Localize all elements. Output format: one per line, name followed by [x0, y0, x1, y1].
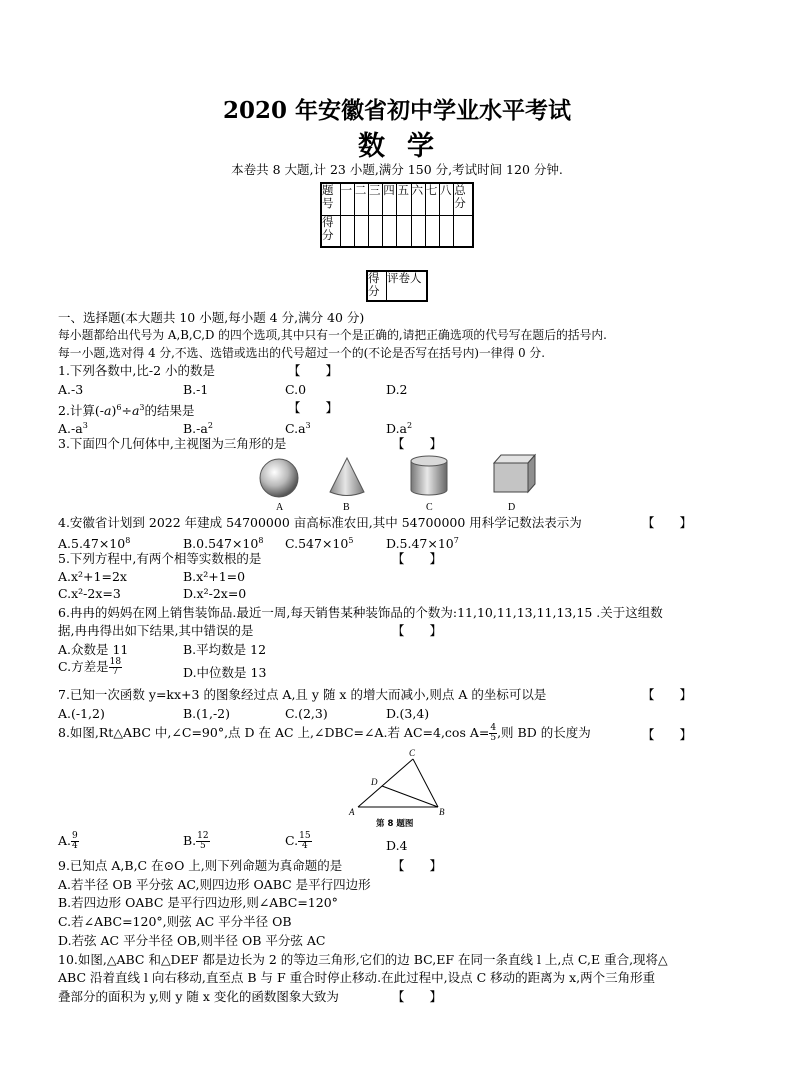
answer-bracket[interactable]: 【 】 [642, 727, 693, 742]
exp: 5 [348, 536, 354, 545]
option-d[interactable] [386, 418, 412, 437]
answer-bracket[interactable]: 【 】 [642, 515, 693, 530]
answer-bracket[interactable]: 【 】 [288, 363, 339, 378]
question-stem: 7.已知一次函数 y=kx+3 的图象经过点 A,且 y 随 x 的增大而减小,则点 A 的坐标可以是 [58, 687, 547, 702]
score-cell[interactable] [454, 215, 473, 247]
score-table-header: 五 [397, 183, 411, 215]
section-heading: 一、选择题(本大题共 10 小题,每小题 4 分,满分 40 分) [58, 310, 365, 325]
vertex-label-c: C [409, 748, 416, 758]
fraction-numerator: 18 [109, 657, 122, 667]
q8-stem-part: ,则 BD 的长度为 [497, 725, 591, 740]
subject-title: 数学 [358, 131, 456, 162]
option-c[interactable] [285, 418, 311, 437]
section-instructions: 每一小题,选对得 4 分,不选、选错或选出的代号超过一个的(不论是否写在括号内)一律得 0 分. [58, 346, 545, 360]
fraction [298, 832, 311, 851]
option-d[interactable] [386, 533, 459, 552]
score-table-header: 二 [354, 183, 368, 215]
fraction-denominator: 4 [72, 841, 78, 851]
option-d[interactable]: D.(3,4) [386, 706, 430, 721]
option-d[interactable]: D.若弦 AC 平分半径 OB,则半径 OB 平分弦 AC [58, 933, 326, 948]
vertex-label-d: D [371, 777, 378, 787]
question-stem: 1.下列各数中,比-2 小的数是 [58, 363, 216, 378]
score-cell[interactable] [383, 215, 397, 247]
option-a[interactable] [58, 533, 130, 552]
option-b[interactable]: B.x²+1=0 [183, 569, 246, 584]
exp: 2 [207, 421, 213, 430]
option-d[interactable]: D.x²-2x=0 [183, 586, 247, 601]
option-b-text: B.0.547×10 [183, 536, 259, 552]
option-a[interactable]: A.众数是 11 [58, 642, 129, 657]
sphere-solid [260, 459, 298, 497]
exam-intro: 本卷共 8 大题,计 23 小题,满分 150 分,考试时间 120 分钟. [231, 162, 563, 177]
option-c[interactable]: C.0 [285, 382, 307, 397]
option-c-text: C.a [285, 421, 306, 437]
q2-exp: 3 [139, 403, 145, 412]
q2-stem-part: 的结果是 [144, 403, 195, 419]
figure-caption: 第 8 题图 [376, 819, 414, 829]
fraction [196, 832, 209, 851]
score-cell[interactable] [440, 215, 454, 247]
solid-label-a: A [276, 502, 284, 513]
score-table-header: 总分 [454, 183, 473, 215]
option-d[interactable]: D.中位数是 13 [183, 665, 267, 680]
fraction-numerator: 12 [197, 831, 209, 841]
score-cell[interactable] [397, 215, 411, 247]
q2-stem-part: ÷ [121, 403, 132, 419]
option-c[interactable] [285, 533, 353, 552]
option-c[interactable] [58, 658, 122, 677]
question-stem: 9.已知点 A,B,C 在⊙O 上,则下列命题为真命题的是 [58, 858, 343, 873]
option-c[interactable]: C.(2,3) [285, 706, 328, 721]
option-a[interactable]: A.-3 [58, 382, 84, 397]
question-stem: 10.如图,△ABC 和△DEF 都是边长为 2 的等边三角形,它们的边 BC,EF 在同一条直线 l 上,点 C,E 重合,现将△ [58, 952, 668, 967]
q2-stem-part: ) [111, 403, 117, 419]
score-cell[interactable] [425, 215, 439, 247]
score-table-row-label: 得分 [321, 215, 340, 247]
score-table-header: 七 [425, 183, 439, 215]
option-c[interactable]: C.若∠ABC=120°,则弦 AC 平分半径 OB [58, 914, 292, 929]
q2-var: a [131, 403, 140, 419]
score-table [320, 182, 474, 248]
q2-exp: 6 [116, 403, 122, 412]
question-stem: 6.冉冉的妈妈在网上销售装饰品.最近一周,每天销售某种装饰品的个数为:11,10,11,13,11,13,15 .关于这组数 [58, 605, 663, 620]
cone-solid [330, 458, 364, 496]
answer-bracket[interactable]: 【 】 [288, 400, 339, 415]
score-table-header: 三 [369, 183, 383, 215]
side-ac [358, 759, 413, 807]
exp: 8 [258, 536, 264, 545]
exp: 8 [125, 536, 131, 545]
fraction-denominator: 4 [301, 841, 308, 851]
fraction-denominator: 7 [112, 667, 119, 677]
option-c-text: C.方差是 [58, 659, 109, 674]
solid-label-b: B [343, 502, 350, 513]
exp: 3 [305, 421, 311, 430]
question-stem: 据,冉冉得出如下结果,其中错误的是 [58, 623, 254, 638]
question-stem: ABC 沿着直线 l 向右移动,直至点 B 与 F 重合时停止移动.在此过程中,设点 C 移动的距离为 x,两个三角形重 [58, 970, 656, 985]
option-b[interactable]: B.平均数是 12 [183, 642, 267, 657]
vertex-label-b: B [439, 807, 445, 817]
option-b[interactable]: B.(1,-2) [183, 706, 231, 721]
answer-bracket[interactable]: 【 】 [392, 623, 443, 638]
option-d-text: D.5.47×10 [386, 536, 454, 552]
option-c[interactable]: C. $\frac{15}{4}$ [285, 831, 311, 851]
question-stem: 3.下面四个几何体中,主视图为三角形的是 [58, 436, 287, 451]
q8-triangle-figure [340, 744, 460, 832]
option-c[interactable]: C.x²-2x=3 [58, 586, 121, 601]
solid-label-d: D [508, 502, 516, 513]
option-a[interactable] [58, 418, 88, 437]
score-table-header: 一 [340, 183, 354, 215]
answer-bracket[interactable]: 【 】 [392, 989, 443, 1004]
option-b[interactable] [183, 533, 263, 552]
answer-bracket[interactable]: 【 】 [642, 687, 693, 702]
q2-var: a [104, 403, 112, 419]
option-a[interactable]: A. $\frac{9}{4}$ [58, 831, 78, 851]
grader-name-label: 评卷人 [387, 271, 428, 301]
option-b[interactable] [183, 418, 213, 437]
grader-box [366, 270, 428, 302]
q3-solids-figure [250, 452, 540, 514]
fraction-numerator: 15 [299, 831, 311, 841]
score-table-header: 八 [440, 183, 454, 215]
question-stem [58, 400, 195, 419]
fraction-denominator: 5 [490, 733, 497, 743]
option-a[interactable]: A.(-1,2) [58, 706, 105, 721]
cube-solid [494, 455, 535, 492]
option-a[interactable]: A.x²+1=2x [58, 569, 127, 584]
side-cb [413, 759, 438, 807]
fraction [71, 832, 79, 851]
cylinder-solid [411, 456, 447, 495]
score-cell[interactable] [340, 215, 354, 247]
option-d-text: D.a [386, 421, 408, 437]
score-cell[interactable] [411, 215, 425, 247]
option-d[interactable]: D.4 [386, 838, 408, 853]
exp: 7 [453, 536, 459, 545]
fraction-numerator: 9 [72, 831, 78, 841]
score-cell[interactable] [369, 215, 383, 247]
question-stem [58, 724, 591, 743]
option-b[interactable]: B.若四边形 OABC 是平行四边形,则∠ABC=120° [58, 895, 338, 910]
question-stem: 5.下列方程中,有两个相等实数根的是 [58, 551, 262, 566]
fraction [109, 658, 122, 677]
fraction-numerator: 4 [490, 723, 497, 733]
exp: 3 [82, 421, 88, 430]
score-table-header: 六 [411, 183, 425, 215]
vertex-label-a: A [349, 807, 355, 817]
option-b[interactable]: B. $\frac{12}{5}$ [183, 831, 209, 851]
solid-label-c: C [426, 502, 433, 513]
grader-score-label: 得分 [367, 271, 387, 301]
answer-bracket[interactable]: 【 】 [392, 551, 443, 566]
answer-bracket[interactable]: 【 】 [392, 858, 443, 873]
option-b[interactable]: B.-1 [183, 382, 209, 397]
option-c-text: C.547×10 [285, 536, 349, 552]
option-a-text: A.-a [58, 421, 83, 437]
segment-bd [382, 786, 438, 807]
score-cell[interactable] [354, 215, 368, 247]
q8-stem-part: 8.如图,Rt△ABC 中,∠C=90°,点 D 在 AC 上,∠DBC=∠A.若 AC=4,cos A= [58, 725, 490, 740]
answer-bracket[interactable]: 【 】 [392, 436, 443, 451]
option-a[interactable]: A.若半径 OB 平分弦 AC,则四边形 OABC 是平行四边形 [58, 877, 371, 892]
section-instructions: 每小题都给出代号为 A,B,C,D 的四个选项,其中只有一个是正确的,请把正确选项的代号写在题后的括号内. [58, 328, 607, 342]
score-table-header: 四 [383, 183, 397, 215]
q2-stem-part: 2.计算(- [58, 403, 105, 419]
exam-title: 2020 年安徽省初中学业水平考试 [222, 97, 572, 124]
score-table-header: 题号 [321, 183, 340, 215]
fraction [489, 724, 497, 743]
option-b-text: B.-a [183, 421, 208, 437]
question-stem: 4.安徽省计划到 2022 年建成 54700000 亩高标准农田,其中 54700000 用科学记数法表示为 [58, 515, 582, 530]
exp: 2 [407, 421, 413, 430]
question-stem: 叠部分的面积为 y,则 y 随 x 变化的函数图象大致为 [58, 989, 339, 1004]
option-d[interactable]: D.2 [386, 382, 408, 397]
fraction-denominator: 5 [200, 841, 206, 851]
option-a-text: A.5.47×10 [58, 536, 126, 552]
